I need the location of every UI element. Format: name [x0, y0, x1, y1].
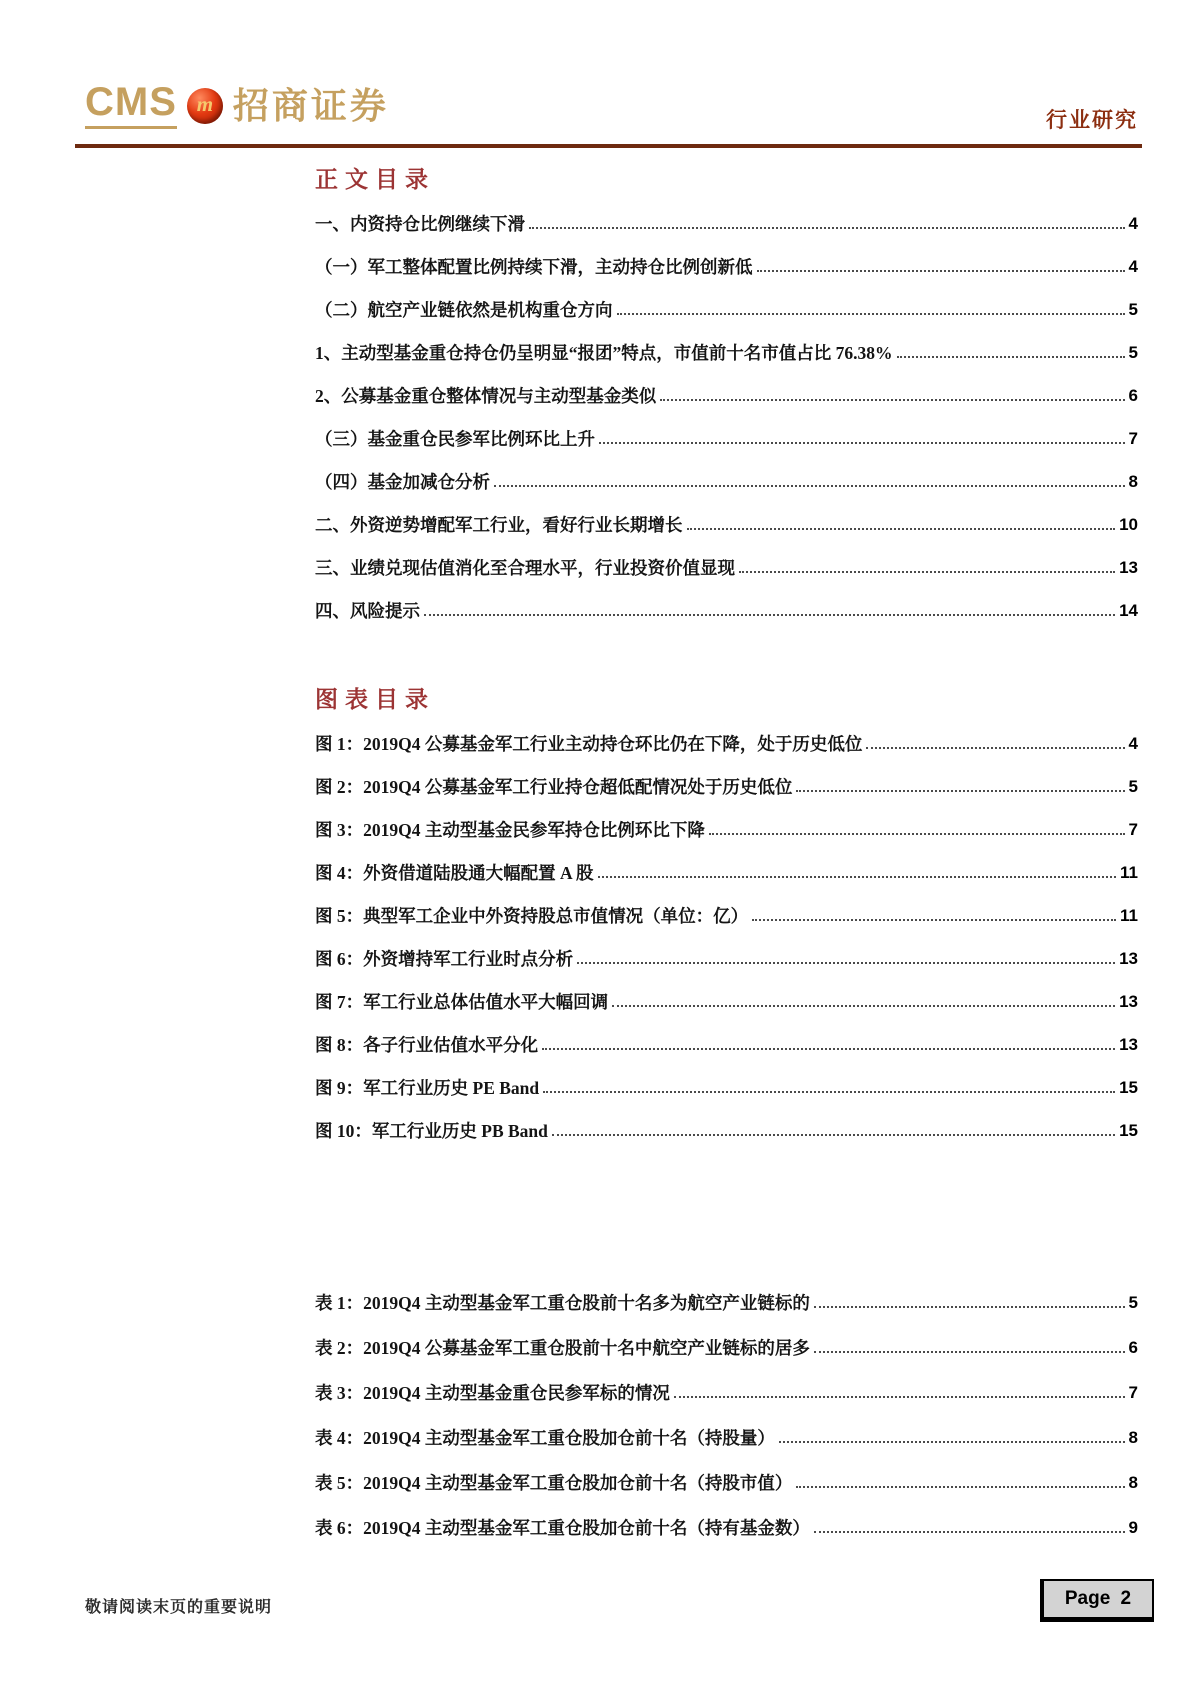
table-entry-label: 表 6：2019Q4 主动型基金军工重仓股加仓前十名（持有基金数）: [315, 1518, 810, 1538]
figure-entry[interactable]: [315, 851, 1138, 894]
table-entry-label: 表 1：2019Q4 主动型基金军工重仓股前十名多为航空产业链标的: [315, 1293, 810, 1313]
dot-leader: [687, 528, 1116, 530]
brand-name: 招商证券: [232, 85, 389, 126]
toc-entry-label: 2、公募基金重仓整体情况与主动型基金类似: [315, 386, 657, 406]
figure-entry-label: 图 8：各子行业估值水平分化: [315, 1035, 539, 1055]
dot-leader: [866, 747, 1124, 749]
dot-leader: [660, 399, 1124, 401]
toc-entry[interactable]: [315, 288, 1138, 331]
figure-entry[interactable]: [315, 1066, 1138, 1109]
dot-leader: [796, 790, 1124, 792]
figure-entry-page: 4: [1128, 733, 1138, 753]
toc-title: 正文目录: [315, 167, 435, 192]
figure-entry-page: 5: [1128, 776, 1138, 796]
toc-entry-label: （一）军工整体配置比例持续下滑，主动持仓比例创新低: [315, 257, 753, 277]
figure-entry-label: 图 7：军工行业总体估值水平大幅回调: [315, 992, 609, 1012]
figure-entry-label: 图 5：典型军工企业中外资持股总市值情况（单位：亿）: [315, 906, 749, 926]
figure-entry[interactable]: [315, 765, 1138, 808]
dot-leader: [577, 962, 1115, 964]
table-entry-label: 表 5：2019Q4 主动型基金军工重仓股加仓前十名（持股市值）: [315, 1473, 793, 1493]
toc-entry-label: 一、内资持仓比例继续下滑: [315, 214, 525, 234]
dot-leader: [757, 270, 1125, 272]
table-entries: [315, 1280, 1138, 1550]
dot-leader: [542, 1048, 1115, 1050]
figure-entry-page: 15: [1119, 1120, 1138, 1140]
dot-leader: [674, 1396, 1125, 1398]
toc-entry-page: 6: [1128, 385, 1138, 405]
dot-leader: [897, 356, 1125, 358]
dot-leader: [617, 313, 1125, 315]
dot-leader: [814, 1531, 1125, 1533]
table-entry[interactable]: [315, 1325, 1138, 1370]
toc-entry-label: 四、风险提示: [315, 601, 420, 621]
table-entry-page: 6: [1128, 1337, 1138, 1357]
table-entry-label: 表 4：2019Q4 主动型基金军工重仓股加仓前十名（持股量）: [315, 1428, 775, 1448]
header-rule: [75, 144, 1142, 148]
page-number-badge: Page 2: [1040, 1579, 1154, 1622]
figure-entry-page: 11: [1120, 862, 1138, 882]
toc-entry-label: 三、业绩兑现估值消化至合理水平，行业投资价值显现: [315, 558, 735, 578]
figure-entry-label: 图 1：2019Q4 公募基金军工行业主动持仓环比仍在下降，处于历史低位: [315, 734, 863, 754]
footer-disclaimer: 敬请阅读末页的重要说明: [85, 1599, 273, 1616]
toc-entry-page: 5: [1128, 299, 1138, 319]
toc-entry[interactable]: [315, 460, 1138, 503]
figure-entry-label: 图 10：军工行业历史 PB Band: [315, 1121, 548, 1141]
table-entry[interactable]: [315, 1505, 1138, 1550]
toc-entry-page: 8: [1128, 471, 1138, 491]
toc-entry-page: 10: [1119, 514, 1138, 534]
figure-entry-page: 13: [1119, 1034, 1138, 1054]
toc-entry-label: （三）基金重仓民参军比例环比上升: [315, 429, 595, 449]
table-entry-page: 8: [1128, 1472, 1138, 1492]
figure-entry-page: 13: [1119, 991, 1138, 1011]
dot-leader: [814, 1351, 1125, 1353]
figure-entry[interactable]: [315, 894, 1138, 937]
toc-entry-page: 4: [1128, 256, 1138, 276]
dot-leader: [598, 876, 1116, 878]
figure-entry[interactable]: [315, 1109, 1138, 1152]
toc-entry[interactable]: [315, 546, 1138, 589]
toc-entry[interactable]: [315, 589, 1138, 632]
toc-entry[interactable]: [315, 374, 1138, 417]
dot-leader: [739, 571, 1115, 573]
table-entry[interactable]: [315, 1370, 1138, 1415]
figure-entry[interactable]: [315, 1023, 1138, 1066]
dot-leader: [543, 1091, 1115, 1093]
dot-leader: [752, 919, 1116, 921]
table-entry[interactable]: [315, 1280, 1138, 1325]
figure-entry-page: 13: [1119, 948, 1138, 968]
figure-entry[interactable]: [315, 722, 1138, 765]
dot-leader: [552, 1134, 1115, 1136]
toc-entry-page: 14: [1119, 600, 1138, 620]
dot-leader: [599, 442, 1125, 444]
figure-entry[interactable]: [315, 937, 1138, 980]
section-spacer: [315, 1152, 1138, 1280]
figure-entry-label: 图 6：外资增持军工行业时点分析: [315, 949, 574, 969]
toc-entry-label: 1、主动型基金重仓持仓仍呈明显“报团”特点，市值前十名市值占比 76.38%: [315, 343, 893, 363]
cms-logo-text: CMS: [85, 82, 177, 129]
toc-entry[interactable]: [315, 503, 1138, 546]
toc-entry-label: （二）航空产业链依然是机构重仓方向: [315, 300, 613, 320]
table-entry-label: 表 3：2019Q4 主动型基金重仓民参军标的情况: [315, 1383, 670, 1403]
table-entry-label: 表 2：2019Q4 公募基金军工重仓股前十名中航空产业链标的居多: [315, 1338, 810, 1358]
figure-entry[interactable]: [315, 980, 1138, 1023]
table-entry-page: 9: [1128, 1517, 1138, 1537]
toc-entry-page: 5: [1128, 342, 1138, 362]
dot-leader: [494, 485, 1125, 487]
dot-leader: [814, 1306, 1125, 1308]
toc-entry-label: 二、外资逆势增配军工行业，看好行业长期增长: [315, 515, 683, 535]
dot-leader: [612, 1005, 1115, 1007]
toc-content: [315, 166, 1138, 1550]
header: [85, 82, 389, 129]
table-entry-page: 7: [1128, 1382, 1138, 1402]
table-entry-page: 5: [1128, 1292, 1138, 1312]
table-entry-page: 8: [1128, 1427, 1138, 1447]
dot-leader: [779, 1441, 1125, 1443]
figure-entry-page: 15: [1119, 1077, 1138, 1097]
figure-entry-label: 图 2：2019Q4 公募基金军工行业持仓超低配情况处于历史低位: [315, 777, 793, 797]
table-entry[interactable]: [315, 1415, 1138, 1460]
figure-entry-page: 11: [1120, 905, 1138, 925]
dot-leader: [796, 1486, 1124, 1488]
toc-entry[interactable]: [315, 417, 1138, 460]
dot-leader: [529, 227, 1125, 229]
doc-type-label: 行业研究: [1046, 108, 1138, 132]
figure-entry-label: 图 9：军工行业历史 PE Band: [315, 1078, 540, 1098]
toc-entry-label: （四）基金加减仓分析: [315, 472, 490, 492]
toc-entry[interactable]: [315, 331, 1138, 374]
toc-entry-page: 4: [1128, 213, 1138, 233]
table-entry[interactable]: [315, 1460, 1138, 1505]
figures-title: 图表目录: [315, 687, 435, 712]
figure-entry-label: 图 4：外资借道陆股通大幅配置 A 股: [315, 863, 594, 883]
toc-entry[interactable]: [315, 202, 1138, 245]
figure-entry[interactable]: [315, 808, 1138, 851]
dot-leader: [424, 614, 1115, 616]
toc-entry[interactable]: [315, 245, 1138, 288]
toc-entry-page: 7: [1128, 428, 1138, 448]
figure-entry-page: 7: [1128, 819, 1138, 839]
dot-leader: [709, 833, 1125, 835]
toc-entry-page: 13: [1119, 557, 1138, 577]
cms-sphere-icon: m: [187, 88, 223, 124]
figure-entry-label: 图 3：2019Q4 主动型基金民参军持仓比例环比下降: [315, 820, 705, 840]
